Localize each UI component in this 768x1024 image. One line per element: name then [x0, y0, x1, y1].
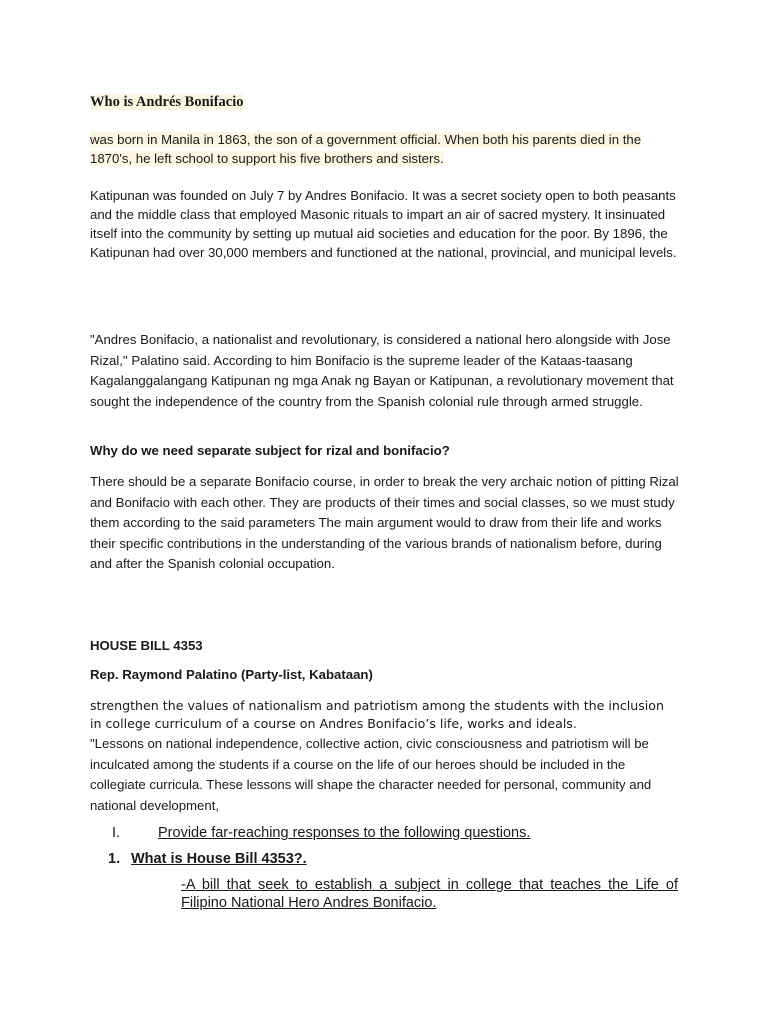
intro-text: was born in Manila in 1863, the son of a government official. When both his parents died in the 1870's, he left school to support his five brothers and sisters.	[90, 132, 642, 166]
section-numeral: I.	[112, 825, 121, 841]
bill-author: Rep. Raymond Palatino (Party-list, Kabataan)	[90, 667, 373, 682]
answer-paragraph: There should be a separate Bonifacio course, in order to break the very archaic notion of pitting Rizal and Bonifacio with each other. They are products of their times and social classes, so we must study them according to the said parameters The main argument would to draw from their life and works their specific contributions in the understanding of the various brands of nationalism before, during and after the Spanish colonial occupation.	[90, 474, 679, 571]
bill-text: strengthen the values of nationalism and patriotism among the students with the inclusion in college curriculum of a course on Andres Bonifacio’s life, works and ideals.	[90, 698, 664, 731]
doc-title	[90, 94, 680, 111]
doc-title-text: Who is Andrés Bonifacio	[90, 94, 244, 110]
question-heading: Why do we need separate subject for rizal and bonifacio?	[90, 443, 450, 458]
q1-title: What is House Bill 4353?.	[131, 851, 307, 867]
quote-paragraph: "Andres Bonifacio, a nationalist and revolutionary, is considered a national hero alongside with Jose Rizal," Palatino said. According to him Bonifacio is the supreme leader of the Kataas-taasang Kagalanggalangang Katipunan ng mga Anak ng Bayan or Katipunan, a revolutionary movement that sought the independence of the country from the Spanish colonial rule through armed struggle.	[90, 332, 674, 409]
q1-answer: -A bill that seek to establish a subject in college that teaches the Life of Filipino National Hero Andres Bonifacio.	[181, 877, 678, 911]
intro-paragraph	[90, 130, 678, 168]
lessons-paragraph: "Lessons on national independence, collective action, civic consciousness and patriotism will be inculcated among the students if a course on the life of our heroes should be included in the collegiate curricula. These lessons will shape the character needed for personal, community and national development,	[90, 736, 652, 813]
q1-number: 1.	[108, 851, 121, 867]
bill-heading: HOUSE BILL 4353	[90, 638, 203, 653]
katipunan-paragraph: Katipunan was founded on July 7 by Andres Bonifacio. It was a secret society open to both peasants and the middle class that employed Masonic rituals to impart an air of sacred mystery. It insinuated itself into the community by setting up mutual aid societies and education for the poor. By 1896, the Katipunan had over 30,000 members and functioned at the national, provincial, and municipal levels.	[90, 188, 677, 260]
section-title: Provide far-reaching responses to the following questions.	[158, 825, 531, 841]
